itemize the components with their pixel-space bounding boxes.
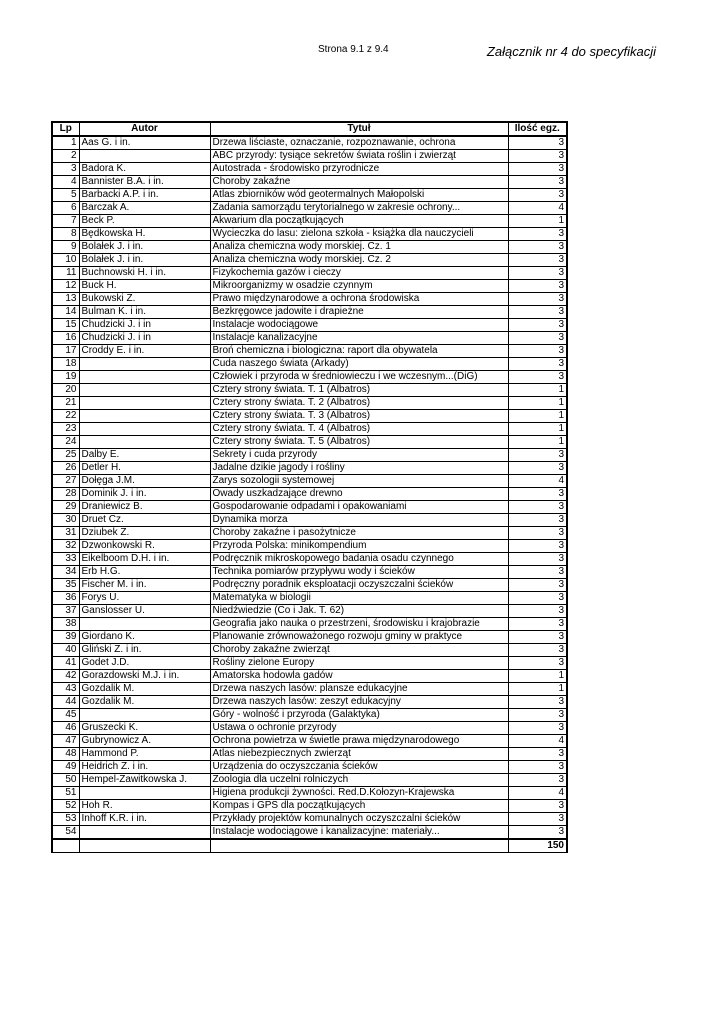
table-row: [52, 605, 567, 618]
row-title: Cztery strony świata. T. 1 (Albatros): [210, 384, 508, 397]
row-author: Eikelboom D.H. i in.: [79, 553, 210, 566]
row-number: 36: [52, 592, 79, 605]
row-author: Będkowska H.: [79, 228, 210, 241]
row-author: Hammond P.: [79, 748, 210, 761]
row-author: [79, 618, 210, 631]
row-author: Badora K.: [79, 163, 210, 176]
row-title: Higiena produkcji żywności. Red.D.Kołozyn-Krajewska: [210, 787, 508, 800]
row-title: Choroby zakaźne: [210, 176, 508, 189]
table-row: [52, 358, 567, 371]
row-quantity: 3: [508, 514, 567, 527]
row-title: Dynamika morza: [210, 514, 508, 527]
column-header-title: Tytuł: [210, 122, 508, 136]
row-title: Akwarium dla początkujących: [210, 215, 508, 228]
row-quantity: 1: [508, 670, 567, 683]
row-author: Forys U.: [79, 592, 210, 605]
row-number: 39: [52, 631, 79, 644]
row-author: [79, 410, 210, 423]
row-number: 15: [52, 319, 79, 332]
row-author: Buck H.: [79, 280, 210, 293]
table-row: [52, 735, 567, 748]
row-number: 28: [52, 488, 79, 501]
table-row: [52, 202, 567, 215]
table-row: [52, 332, 567, 345]
row-author: Druet Cz.: [79, 514, 210, 527]
table-row: [52, 189, 567, 202]
row-quantity: 1: [508, 410, 567, 423]
row-number: 4: [52, 176, 79, 189]
row-number: 34: [52, 566, 79, 579]
row-number: 37: [52, 605, 79, 618]
row-number: 45: [52, 709, 79, 722]
row-quantity: 3: [508, 488, 567, 501]
row-title: Gospodarowanie odpadami i opakowaniami: [210, 501, 508, 514]
column-header-lp: Lp: [52, 122, 79, 136]
row-title: Cztery strony świata. T. 4 (Albatros): [210, 423, 508, 436]
row-number: 17: [52, 345, 79, 358]
row-quantity: 4: [508, 475, 567, 488]
row-quantity: 3: [508, 813, 567, 826]
row-number: 40: [52, 644, 79, 657]
row-author: [79, 371, 210, 384]
row-title: Atlas zbiorników wód geotermalnych Małopolski: [210, 189, 508, 202]
row-author: Fischer M. i in.: [79, 579, 210, 592]
row-author: Hoh R.: [79, 800, 210, 813]
table-row: [52, 800, 567, 813]
table-row: [52, 579, 567, 592]
row-author: Detler H.: [79, 462, 210, 475]
row-author: [79, 397, 210, 410]
row-title: Autostrada - środowisko przyrodnicze: [210, 163, 508, 176]
row-author: Dołęga J.M.: [79, 475, 210, 488]
table-row: [52, 527, 567, 540]
table-row: [52, 774, 567, 787]
table-row: [52, 150, 567, 163]
row-title: Niedźwiedzie (Co i Jak. T. 62): [210, 605, 508, 618]
row-title: Jadalne dzikie jagody i rośliny: [210, 462, 508, 475]
row-title: Zarys sozologii systemowej: [210, 475, 508, 488]
row-title: Amatorska hodowla gadów: [210, 670, 508, 683]
row-title: Ochrona powietrza w świetle prawa międzynarodowego: [210, 735, 508, 748]
row-number: 9: [52, 241, 79, 254]
row-author: Dzwonkowski R.: [79, 540, 210, 553]
row-quantity: 3: [508, 228, 567, 241]
row-title: Instalacje wodociągowe: [210, 319, 508, 332]
row-title: Fizykochemia gazów i cieczy: [210, 267, 508, 280]
row-title: Mikroorganizmy w osadzie czynnym: [210, 280, 508, 293]
row-title: Rośliny zielone Europy: [210, 657, 508, 670]
row-author: [79, 150, 210, 163]
row-title: Kompas i GPS dla początkujących: [210, 800, 508, 813]
row-author: Gliński Z. i in.: [79, 644, 210, 657]
row-number: 52: [52, 800, 79, 813]
row-number: 31: [52, 527, 79, 540]
row-number: 43: [52, 683, 79, 696]
table-row: [52, 436, 567, 449]
row-author: Buchnowski H. i in.: [79, 267, 210, 280]
row-quantity: 1: [508, 215, 567, 228]
row-quantity: 3: [508, 358, 567, 371]
row-number: 51: [52, 787, 79, 800]
row-quantity: 3: [508, 722, 567, 735]
table-row: [52, 215, 567, 228]
row-title: Prawo międzynarodowe a ochrona środowiska: [210, 293, 508, 306]
row-quantity: 3: [508, 761, 567, 774]
row-quantity: 3: [508, 345, 567, 358]
row-quantity: 3: [508, 566, 567, 579]
row-author: Gubrynowicz A.: [79, 735, 210, 748]
row-quantity: 3: [508, 579, 567, 592]
row-author: Bukowski Z.: [79, 293, 210, 306]
row-quantity: 4: [508, 735, 567, 748]
row-number: 1: [52, 136, 79, 150]
row-author: Bolałek J. i in.: [79, 254, 210, 267]
row-number: 42: [52, 670, 79, 683]
row-author: [79, 826, 210, 840]
row-number: 41: [52, 657, 79, 670]
row-number: 16: [52, 332, 79, 345]
row-title: Cztery strony świata. T. 3 (Albatros): [210, 410, 508, 423]
table-row: [52, 657, 567, 670]
row-number: 2: [52, 150, 79, 163]
table-row: [52, 397, 567, 410]
row-author: Barczak A.: [79, 202, 210, 215]
spacer-cell: [210, 839, 508, 853]
row-number: 44: [52, 696, 79, 709]
row-quantity: 1: [508, 397, 567, 410]
row-quantity: 3: [508, 774, 567, 787]
table-row: [52, 553, 567, 566]
row-quantity: 3: [508, 176, 567, 189]
row-quantity: 3: [508, 748, 567, 761]
spacer-row: [52, 839, 567, 853]
row-number: 53: [52, 813, 79, 826]
row-title: Choroby zakaźne i pasożytnicze: [210, 527, 508, 540]
table-row: [52, 371, 567, 384]
row-title: Planowanie zrównoważonego rozwoju gminy w praktyce: [210, 631, 508, 644]
row-author: [79, 423, 210, 436]
row-quantity: 1: [508, 436, 567, 449]
row-author: Dalby E.: [79, 449, 210, 462]
row-quantity: 3: [508, 709, 567, 722]
row-author: Beck P.: [79, 215, 210, 228]
table-row: [52, 384, 567, 397]
row-author: Dominik J. i in.: [79, 488, 210, 501]
row-number: 35: [52, 579, 79, 592]
row-number: 33: [52, 553, 79, 566]
table-row: [52, 826, 567, 840]
row-quantity: 3: [508, 800, 567, 813]
row-number: 30: [52, 514, 79, 527]
row-quantity: 3: [508, 605, 567, 618]
table-row: [52, 709, 567, 722]
row-author: Gruszecki K.: [79, 722, 210, 735]
row-title: Drzewa naszych lasów: zeszyt edukacyjny: [210, 696, 508, 709]
table-row: [52, 136, 567, 150]
row-quantity: 4: [508, 787, 567, 800]
row-number: 48: [52, 748, 79, 761]
table-row: [52, 462, 567, 475]
row-quantity: 3: [508, 540, 567, 553]
table-row: [52, 228, 567, 241]
row-number: 11: [52, 267, 79, 280]
row-quantity: 3: [508, 267, 567, 280]
row-quantity: 3: [508, 826, 567, 840]
attachment-title: Załącznik nr 4 do specyfikacji: [486, 44, 656, 59]
table-row: [52, 410, 567, 423]
row-author: Chudzicki J. i in: [79, 332, 210, 345]
table-row: [52, 488, 567, 501]
row-author: Inhoff K.R. i in.: [79, 813, 210, 826]
book-list-table: [51, 121, 568, 853]
row-number: 23: [52, 423, 79, 436]
table-row: [52, 787, 567, 800]
table-body: [52, 136, 567, 839]
row-author: Bolałek J. i in.: [79, 241, 210, 254]
row-title: Człowiek i przyroda w średniowieczu i we wczesnym...(DiG): [210, 371, 508, 384]
table-row: [52, 306, 567, 319]
row-number: 5: [52, 189, 79, 202]
table-row: [52, 644, 567, 657]
row-title: Ustawa o ochronie przyrody: [210, 722, 508, 735]
row-quantity: 3: [508, 527, 567, 540]
row-number: 19: [52, 371, 79, 384]
row-title: Urządzenia do oczyszczania ścieków: [210, 761, 508, 774]
row-author: Dziubek Z.: [79, 527, 210, 540]
row-title: Zadania samorządu terytorialnego w zakresie ochrony...: [210, 202, 508, 215]
row-quantity: 3: [508, 553, 567, 566]
row-quantity: 3: [508, 150, 567, 163]
table-row: [52, 748, 567, 761]
row-quantity: 3: [508, 136, 567, 150]
row-author: Draniewicz B.: [79, 501, 210, 514]
row-title: Technika pomiarów przypływu wody i ścieków: [210, 566, 508, 579]
table-row: [52, 670, 567, 683]
row-quantity: 3: [508, 280, 567, 293]
row-quantity: 3: [508, 189, 567, 202]
row-author: Barbacki A.P. i in.: [79, 189, 210, 202]
row-title: Broń chemiczna i biologiczna: raport dla obywatela: [210, 345, 508, 358]
row-number: 54: [52, 826, 79, 840]
row-title: Cztery strony świata. T. 5 (Albatros): [210, 436, 508, 449]
row-author: [79, 787, 210, 800]
row-author: Croddy E. i in.: [79, 345, 210, 358]
row-title: Analiza chemiczna wody morskiej. Cz. 2: [210, 254, 508, 267]
table-row: [52, 241, 567, 254]
row-author: Gozdalik M.: [79, 683, 210, 696]
row-quantity: 1: [508, 683, 567, 696]
row-number: 8: [52, 228, 79, 241]
row-title: Analiza chemiczna wody morskiej. Cz. 1: [210, 241, 508, 254]
row-quantity: 1: [508, 384, 567, 397]
table-row: [52, 475, 567, 488]
row-author: [79, 384, 210, 397]
row-number: 10: [52, 254, 79, 267]
row-number: 3: [52, 163, 79, 176]
row-number: 38: [52, 618, 79, 631]
row-number: 26: [52, 462, 79, 475]
row-number: 49: [52, 761, 79, 774]
table-row: [52, 761, 567, 774]
row-number: 50: [52, 774, 79, 787]
row-number: 24: [52, 436, 79, 449]
row-author: [79, 709, 210, 722]
row-author: Bulman K. i in.: [79, 306, 210, 319]
row-number: 6: [52, 202, 79, 215]
table-row: [52, 540, 567, 553]
spacer-cell: [79, 839, 210, 853]
row-title: Przykłady projektów komunalnych oczyszczalni ścieków: [210, 813, 508, 826]
row-title: Podręcznik mikroskopowego badania osadu czynnego: [210, 553, 508, 566]
row-quantity: 1: [508, 423, 567, 436]
row-number: 22: [52, 410, 79, 423]
row-author: Godet J.D.: [79, 657, 210, 670]
row-quantity: 4: [508, 202, 567, 215]
row-title: Drzewa naszych lasów: plansze edukacyjne: [210, 683, 508, 696]
table-row: [52, 423, 567, 436]
row-title: ABC przyrody: tysiące sekretów świata roślin i zwierząt: [210, 150, 508, 163]
row-author: Gozdalik M.: [79, 696, 210, 709]
table-row: [52, 449, 567, 462]
row-title: Matematyka w biologii: [210, 592, 508, 605]
table-row: [52, 683, 567, 696]
row-quantity: 3: [508, 371, 567, 384]
row-title: Geografia jako nauka o przestrzeni, środowisku i krajobrazie: [210, 618, 508, 631]
row-number: 25: [52, 449, 79, 462]
row-title: Góry - wolność i przyroda (Galaktyka): [210, 709, 508, 722]
table-row: [52, 280, 567, 293]
row-quantity: 3: [508, 163, 567, 176]
row-number: 32: [52, 540, 79, 553]
table-row: [52, 722, 567, 735]
row-author: Gorazdowski M.J. i in.: [79, 670, 210, 683]
table-row: [52, 696, 567, 709]
row-title: Bezkręgowce jadowite i drapieżne: [210, 306, 508, 319]
row-title: Podręczny poradnik eksploatacji oczyszczalni ścieków: [210, 579, 508, 592]
row-quantity: 3: [508, 254, 567, 267]
row-quantity: 3: [508, 332, 567, 345]
row-number: 27: [52, 475, 79, 488]
row-number: 7: [52, 215, 79, 228]
table-row: [52, 514, 567, 527]
row-number: 46: [52, 722, 79, 735]
row-quantity: 3: [508, 657, 567, 670]
row-number: 47: [52, 735, 79, 748]
row-quantity: 3: [508, 293, 567, 306]
row-title: Wycieczka do lasu: zielona szkoła - książka dla nauczycieli: [210, 228, 508, 241]
row-author: Erb H.G.: [79, 566, 210, 579]
row-number: 18: [52, 358, 79, 371]
row-title: Instalacje kanalizacyjne: [210, 332, 508, 345]
row-quantity: 3: [508, 696, 567, 709]
row-title: Cuda naszego świata (Arkady): [210, 358, 508, 371]
table-row: [52, 631, 567, 644]
page-number: Strona 9.1 z 9.4: [318, 44, 389, 55]
row-number: 20: [52, 384, 79, 397]
row-quantity: 3: [508, 631, 567, 644]
table-row: [52, 618, 567, 631]
total-quantity: 150: [508, 839, 567, 853]
table-row: [52, 592, 567, 605]
row-title: Sekrety i cuda przyrody: [210, 449, 508, 462]
row-quantity: 3: [508, 462, 567, 475]
table-header-row: [52, 122, 567, 136]
column-header-author: Autor: [79, 122, 210, 136]
row-number: 21: [52, 397, 79, 410]
row-title: Instalacje wodociągowe i kanalizacyjne: materiały...: [210, 826, 508, 840]
row-title: Zoologia dla uczelni rolniczych: [210, 774, 508, 787]
row-quantity: 3: [508, 592, 567, 605]
row-number: 12: [52, 280, 79, 293]
table-row: [52, 254, 567, 267]
table-row: [52, 176, 567, 189]
row-quantity: 3: [508, 618, 567, 631]
row-author: [79, 436, 210, 449]
row-title: Atlas niebezpiecznych zwierząt: [210, 748, 508, 761]
row-number: 14: [52, 306, 79, 319]
row-quantity: 3: [508, 449, 567, 462]
table-row: [52, 293, 567, 306]
row-number: 29: [52, 501, 79, 514]
table-row: [52, 345, 567, 358]
row-title: Owady uszkadzające drewno: [210, 488, 508, 501]
column-header-quantity: Ilość egz.: [508, 122, 567, 136]
row-author: Chudzicki J. i in: [79, 319, 210, 332]
spacer-cell: [52, 839, 79, 853]
table-row: [52, 163, 567, 176]
row-author: Ganslosser U.: [79, 605, 210, 618]
table-row: [52, 267, 567, 280]
row-quantity: 3: [508, 306, 567, 319]
table-row: [52, 566, 567, 579]
row-author: Aas G. i in.: [79, 136, 210, 150]
row-quantity: 3: [508, 501, 567, 514]
row-number: 13: [52, 293, 79, 306]
table-row: [52, 813, 567, 826]
row-author: Giordano K.: [79, 631, 210, 644]
row-title: Przyroda Polska: minikompendium: [210, 540, 508, 553]
row-author: [79, 358, 210, 371]
row-title: Choroby zakaźne zwierząt: [210, 644, 508, 657]
table-row: [52, 501, 567, 514]
table-row: [52, 319, 567, 332]
row-quantity: 3: [508, 241, 567, 254]
row-author: Bannister B.A. i in.: [79, 176, 210, 189]
row-author: Heidrich Z. i in.: [79, 761, 210, 774]
row-title: Cztery strony świata. T. 2 (Albatros): [210, 397, 508, 410]
row-author: Hempel-Zawitkowska J.: [79, 774, 210, 787]
row-title: Drzewa liściaste, oznaczanie, rozpoznawanie, ochrona: [210, 136, 508, 150]
row-quantity: 3: [508, 644, 567, 657]
row-quantity: 3: [508, 319, 567, 332]
